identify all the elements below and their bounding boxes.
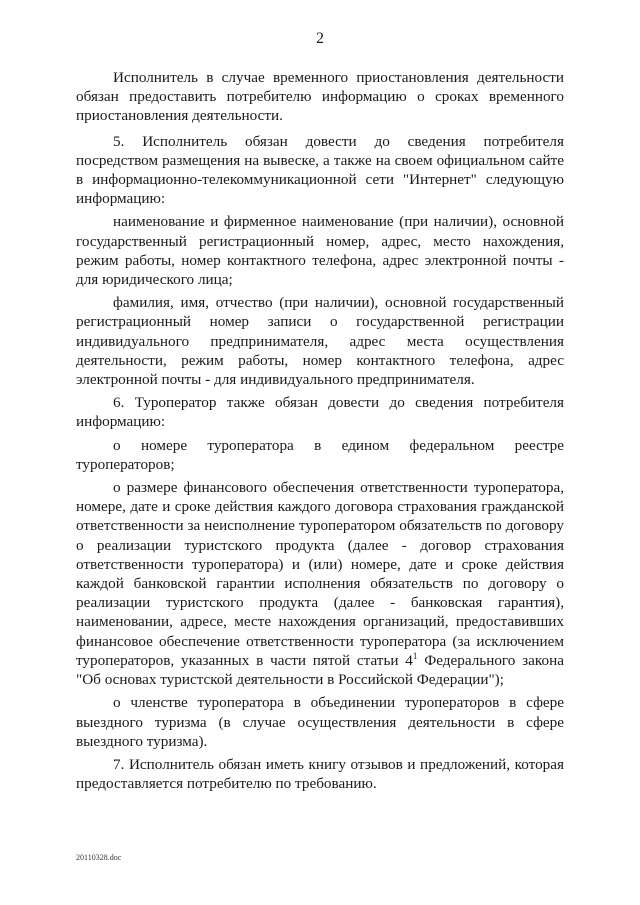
document-body: [76, 68, 564, 793]
paragraph-suspension-info: Исполнитель в случае временного приостановления деятельности обязан предоставить потребителю информацию о сроках временного приостановления деятельности.: [76, 69, 564, 125]
paragraph-item-5: 5. Исполнитель обязан довести до сведения потребителя посредством размещения на вывеске, а также на своем официальном сайте в информационно-телекоммуникационной сети "Интернет" следующую информацию:: [76, 132, 564, 208]
article-superscript: 1: [412, 650, 418, 661]
file-name-footer: 20110328.doc: [76, 853, 122, 862]
paragraph-individual-entrepreneur-info: фамилия, имя, отчество (при наличии), основной государственный регистрационный номер записи о государственной регистрации индивидуального предпринимателя, адрес места осуществления деятельности, режим работы, номер контактного телефона, адрес электронной почты - для индивидуального предпринимателя.: [76, 294, 564, 389]
paragraph-item-7: 7. Исполнитель обязан иметь книгу отзывов и предложений, которая предоставляется потребителю по требованию.: [76, 755, 564, 793]
financial-security-text-part1: о размере финансового обеспечения ответственности туроператора, номере, дате и сроке действия каждого договора страхования гражданской ответственности за неисполнение туроператором обязательств по договору о реализации туристского продукта (далее - договор страхования ответственности туроператора) и (или) номере, дате и сроке действия каждой банковской гарантии исполнения обязательств по договору о реализации туристского продукта (далее - банковская гарантия), наименовании, адресе, месте нахождения организаций, предоставивших финансовое обеспечение ответственности туроператора (за исключением туроператоров, указанных в части пятой статьи 4: [76, 479, 564, 669]
paragraph-legal-entity-info: наименование и фирменное наименование (при наличии), основной государственный регистрационный номер, адрес, место нахождения, режим работы, номер контактного телефона, адрес электронной почты - для юридического лица;: [76, 213, 564, 289]
paragraph-registry-number: о номере туроператора в едином федеральном реестре туроператоров;: [76, 436, 564, 473]
paragraph-financial-security: [76, 478, 564, 689]
paragraph-item-6: 6. Туроператор также обязан довести до сведения потребителя информацию:: [76, 394, 564, 431]
paragraph-association-membership: о членстве туроператора в объединении туроператоров в сфере выездного туризма (в случае осуществления деятельности в сфере выездного туризма).: [76, 694, 564, 750]
financial-security-text-part2: Федерального закона "Об основах туристской деятельности в Российской Федерации");: [76, 651, 564, 689]
page-number: 2: [316, 30, 324, 47]
